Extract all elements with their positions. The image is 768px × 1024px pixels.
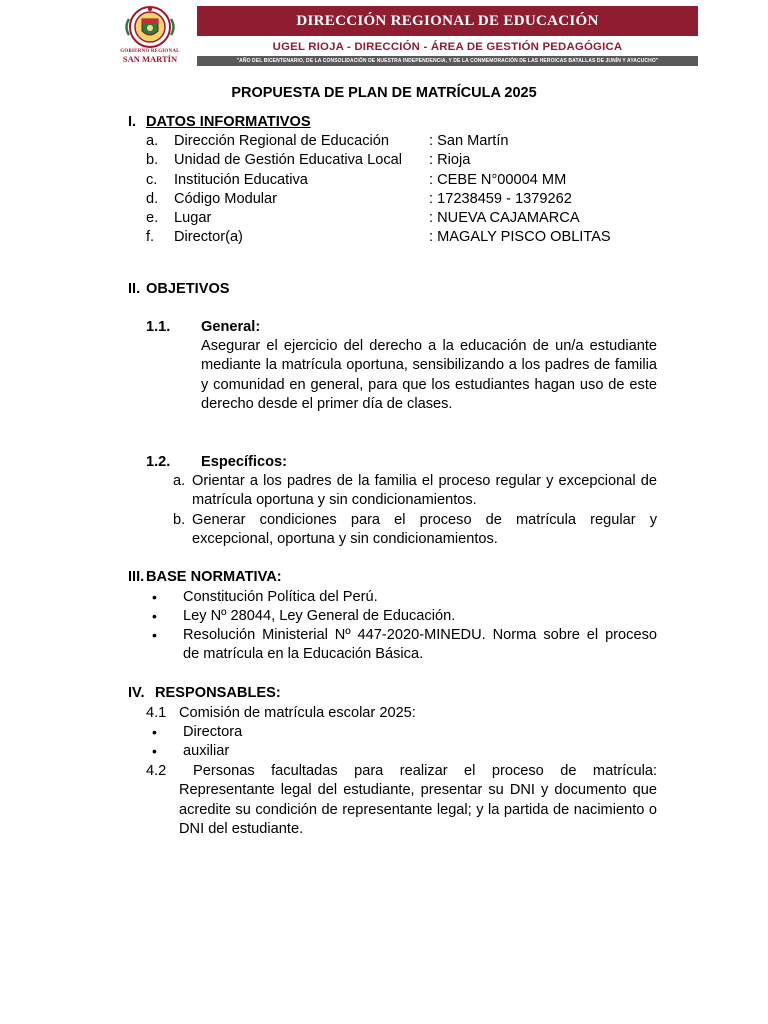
header-subtitle: UGEL RIOJA - DIRECCIÓN - ÁREA DE GESTIÓN PEDAGÓGICA [197,37,698,56]
info-letter: f. [146,229,155,245]
header-motto: "AÑO DEL BICENTENARIO, DE LA CONSOLIDACIÓN DE NUESTRA INDEPENDENCIA, Y DE LA CONMEMORACIÓN DE LAS HEROICAS BATALLAS DE JUNÍN Y AYACUCHO" [197,56,698,66]
section-1-number: I. [128,114,137,130]
committee-member: auxiliar [183,743,230,759]
info-label: Dirección Regional de Educación [174,133,389,149]
section-3-number: III. [128,569,145,585]
info-label: Institución Educativa [174,172,308,188]
bullet-icon: • [152,743,157,759]
info-letter: e. [146,210,159,226]
bullet-icon: • [152,608,157,624]
info-label: Lugar [174,210,212,226]
letterhead [112,5,698,67]
document-title: PROPUESTA DE PLAN DE MATRÍCULA 2025 [231,85,537,101]
info-label: Código Modular [174,191,278,207]
info-value: : CEBE N°00004 MM [429,172,567,188]
specific-heading: Específicos: [201,454,287,470]
bullet-icon: • [152,589,157,605]
info-letter: d. [146,191,159,207]
normative-item: Resolución Ministerial Nº 447-2020-MINEDU. Norma sobre el proceso de matrícula en la Educación Básica. [183,627,657,663]
info-value: : 17238459 - 1379262 [429,191,572,207]
responsables-sub-number: 4.1 [146,705,167,721]
seal-emblem-icon [112,5,188,49]
section-4-number: IV. [128,685,145,701]
specific-objective-text: Generar condiciones para el proceso de matrícula regular y excepcional, oportuna y sin condicionamientos. [192,512,657,548]
general-heading: General: [201,319,261,335]
specific-number: 1.2. [146,454,171,470]
responsables-sub-number: 4.2 [146,763,167,779]
regional-government-seal [112,5,188,65]
normative-item: Ley Nº 28044, Ley General de Educación. [183,608,456,624]
info-value: : Rioja [429,152,471,168]
info-letter: c. [146,172,158,188]
general-number: 1.1. [146,319,171,335]
header-title: DIRECCIÓN REGIONAL DE EDUCACIÓN [197,6,698,36]
section-2-title: OBJETIVOS [146,281,230,297]
committee-member: Directora [183,724,243,740]
specific-letter: a. [173,473,186,489]
info-value: : MAGALY PISCO OBLITAS [429,229,611,245]
info-value: : San Martín [429,133,509,149]
general-objective-text: Asegurar el ejercicio del derecho a la educación de un/a estudiante mediante la matrícula oportuna, sensibilizando a los padres de familia y comunidad en general, para que los estudiantes hagan uso de este derecho desde el primer día de clases. [201,338,657,413]
seal-caption [118,49,182,64]
section-4-title: RESPONSABLES: [155,685,281,701]
section-1-title: DATOS INFORMATIVOS [146,114,311,130]
info-label: Unidad de Gestión Educativa Local [174,152,402,168]
info-letter: a. [146,133,159,149]
section-3-title: BASE NORMATIVA: [146,569,282,585]
normative-item: Constitución Política del Perú. [183,589,378,605]
authorized-persons-text: Personas facultadas para realizar el proceso de matrícula: Representante legal del estudiante, presentar su DNI y documento que acredite su condición de representante legal; y la partida de nacimiento o DNI del estudiante. [179,763,657,838]
bullet-icon: • [152,627,157,643]
seal-line-2: SAN MARTÍN [122,54,178,64]
specific-letter: b. [173,512,186,528]
seal-line-1: GOBIERNO REGIONAL [120,49,180,54]
info-value: : NUEVA CAJAMARCA [429,210,580,226]
section-2-number: II. [128,281,141,297]
bullet-icon: • [152,724,157,740]
responsables-sub-text: Comisión de matrícula escolar 2025: [179,705,416,721]
info-label: Director(a) [174,229,243,245]
info-letter: b. [146,152,159,168]
specific-objective-text: Orientar a los padres de la familia el proceso regular y excepcional de matrícula oportuna y sin condicionamientos. [192,473,657,509]
